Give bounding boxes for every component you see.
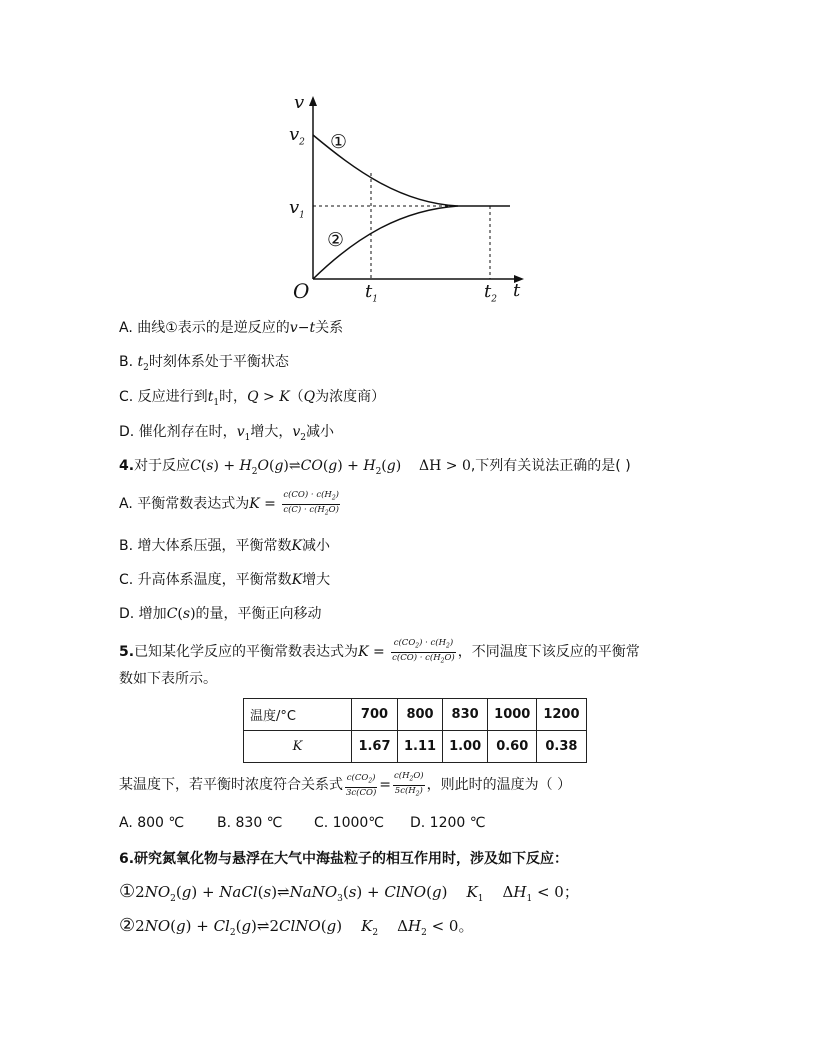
table-cell: 800	[398, 699, 443, 731]
q4-option-a: A. 平衡常数表达式为K = $\frac{c(CO) \cdot c(H_2)}{c(C) \cdot c(H_2O)}$	[119, 490, 339, 517]
curve-1-label: ①	[330, 131, 348, 153]
table-cell: 1.00	[443, 731, 488, 763]
q5-option-d: D. 1200 ℃	[410, 815, 486, 831]
q5-option-a: A. 800 ℃	[119, 815, 185, 831]
q6-stem: 6.研究氮氧化物与悬浮在大气中海盐粒子的相互作用时，涉及如下反应：	[119, 851, 569, 867]
q3-option-c: C. 反应进行到$t_1$时，Q > K（Q为浓度商）	[119, 389, 386, 408]
table-cell: 830	[443, 699, 488, 731]
q4-option-d: D. 增加C(s)的量，平衡正向移动	[119, 606, 322, 622]
q4-option-c: C. 升高体系温度，平衡常数K增大	[119, 572, 331, 588]
q5-stem: 5.已知某化学反应的平衡常数表达式为K = $\frac{c(CO_2) \cdot c(H_2)}{c(CO) \cdot c(H_2O)}$ ，不同温度下该反应的平衡常	[119, 638, 640, 665]
table-cell: 1.67	[352, 731, 398, 763]
q5-option-c: C. 1000℃	[314, 815, 385, 831]
q3-option-b: B. $t_2$时刻体系处于平衡状态	[119, 354, 289, 373]
q6-reaction-1: $①2NO_2(g)$ + NaCl(s)⇌NaNO$_3$(s) + ClNO(g) $K_1$ $\Delta H_1 < 0$；	[119, 881, 579, 904]
v-axis-arrow	[309, 96, 317, 106]
table-cell: 0.60	[488, 731, 537, 763]
velocity-time-graph	[280, 88, 540, 310]
table-cell: 1200	[537, 699, 586, 731]
v2-label: $v_2$	[289, 124, 305, 148]
origin-label: O	[293, 279, 310, 303]
v-axis-label: v	[294, 92, 305, 113]
t1-label: $t_1$	[365, 281, 378, 305]
curve-2-label: ②	[327, 229, 345, 251]
q3-option-a: A. 曲线①表示的是逆反应的v−t关系	[119, 320, 344, 336]
equilibrium-constant-table	[243, 698, 587, 763]
v1-label: $v_1$	[289, 197, 305, 221]
table-cell: 1.11	[398, 731, 443, 763]
table-cell: 0.38	[537, 731, 586, 763]
table-row	[244, 731, 587, 763]
table-cell: K	[244, 731, 352, 763]
table-cell: 1000	[488, 699, 537, 731]
t-axis-label: t	[513, 280, 521, 301]
q5-condition: 某温度下，若平衡时浓度符合关系式 $\frac{c(CO_2)}{3c(CO)}$ = $\frac{c(H_2O)}{5c(H_2)}$ ，则此时的温度为（ ）	[119, 771, 572, 798]
q5-stem-cont: 数如下表所示。	[119, 671, 217, 687]
t2-label: $t_2$	[484, 281, 497, 305]
q4-stem: 4.对于反应$C(s) + H_2O(g)\rightleftharpoons CO(g) + H_2(g)$ ΔH > 0,下列有关说法正确的是( )	[119, 458, 631, 477]
q3-option-d: D. 催化剂存在时，$v_1$增大，$v_2$减小	[119, 424, 334, 443]
q6-reaction-2: ②2NO(g) + $Cl_2(g)\rightleftharpoons 2ClNO(g)$ $K_2$ $\Delta H_2 < 0$。	[119, 915, 474, 938]
table-row	[244, 699, 587, 731]
table-cell: 700	[352, 699, 398, 731]
q5-option-b: B. 830 ℃	[217, 815, 283, 831]
table-cell: 温度/°C	[244, 699, 352, 731]
q4-option-b: B. 增大体系压强，平衡常数K减小	[119, 538, 330, 554]
